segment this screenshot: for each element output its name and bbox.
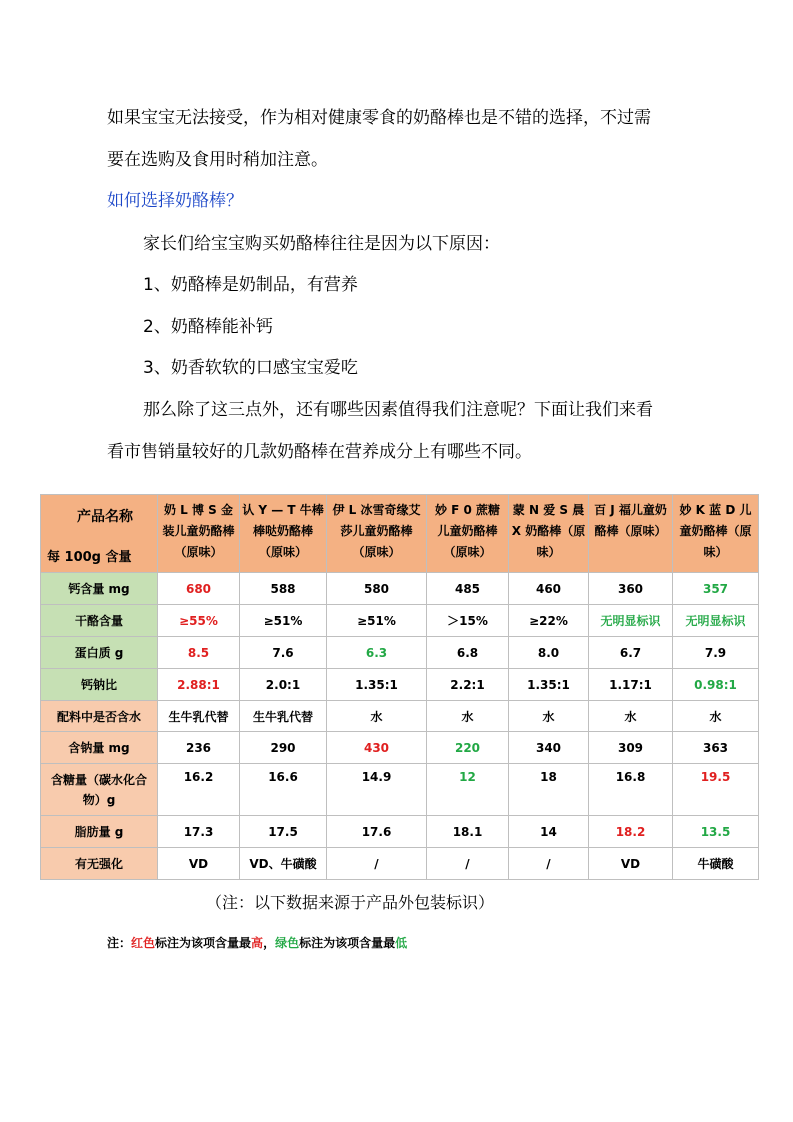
column-header: 认 Y — T 牛棒棒哒奶酪棒（原味） [240,495,327,573]
table-cell: 17.5 [240,816,327,848]
table-cell: VD、牛磺酸 [240,848,327,880]
table-cell: / [427,848,509,880]
table-cell: / [509,848,589,880]
table-cell: 460 [509,573,589,605]
table-cell: 19.5 [673,764,759,816]
table-cell: VD [158,848,240,880]
table-cell: 1.35:1 [509,669,589,701]
table-cell: 360 [589,573,673,605]
table-cell: 17.6 [327,816,427,848]
paragraph-line: 要在选购及食用时稍加注意。 [107,150,328,170]
table-cell: 1.17:1 [589,669,673,701]
row-label: 有无强化 [41,848,158,880]
color-legend-note [107,934,407,951]
table-cell: 588 [240,573,327,605]
list-item: 1、奶酪棒是奶制品，有营养 [143,275,358,295]
row-label: 配料中是否含水 [41,701,158,732]
paragraph-line: 如果宝宝无法接受，作为相对健康零食的奶酪棒也是不错的选择，不过需 [107,108,651,128]
corner-product-label: 产品名称 [77,509,133,525]
table-cell: 6.7 [589,637,673,669]
column-header: 百 J 福儿童奶酪棒（原味） [589,495,673,573]
table-cell: / [327,848,427,880]
table-cell: 牛磺酸 [673,848,759,880]
table-header-row [41,495,759,573]
table-corner-cell [41,495,158,573]
legend-text: 标注为该项含量最 [299,936,396,950]
data-source-note: （注：以下数据来源于产品外包装标识） [205,893,494,912]
table-cell: 18.1 [427,816,509,848]
table-row [41,732,759,764]
row-label: 含钠量 mg [41,732,158,764]
table-cell: 14.9 [327,764,427,816]
table-cell: 14 [509,816,589,848]
row-label: 脂肪量 g [41,816,158,848]
table-cell: 309 [589,732,673,764]
table-row [41,605,759,637]
list-item: 2、奶酪棒能补钙 [143,317,273,337]
table-cell: 13.5 [673,816,759,848]
legend-low-word: 低 [395,936,408,950]
table-cell: 220 [427,732,509,764]
legend-comma: ， [263,936,276,950]
table-cell: 8.5 [158,637,240,669]
table-cell: 2.2:1 [427,669,509,701]
row-label: 钙含量 mg [41,573,158,605]
table-cell: 485 [427,573,509,605]
paragraph-line: 那么除了这三点外，还有哪些因素值得我们注意呢？下面让我们来看 [143,400,653,420]
table-row [41,573,759,605]
table-row [41,637,759,669]
table-cell: 16.8 [589,764,673,816]
table-cell: 6.8 [427,637,509,669]
table-row [41,669,759,701]
table-cell: 16.2 [158,764,240,816]
table-cell: ≥51% [327,605,427,637]
table-cell: 水 [427,701,509,732]
table-cell: 340 [509,732,589,764]
legend-prefix: 注： [107,936,132,950]
column-header: 妙 F 0 蔗糖儿童奶酪棒（原味） [427,495,509,573]
corner-unit-label: 每 100g 含量 [47,550,132,565]
table-cell: 18.2 [589,816,673,848]
table-cell: 2.88:1 [158,669,240,701]
table-cell: 生牛乳代替 [240,701,327,732]
table-cell: 水 [509,701,589,732]
table-cell: 无明显标识 [589,605,673,637]
table-cell: 430 [327,732,427,764]
table-row [41,848,759,880]
legend-text: 标注为该项含量最 [155,936,252,950]
table-cell: 357 [673,573,759,605]
row-label: 钙钠比 [41,669,158,701]
table-cell: 7.9 [673,637,759,669]
table-cell: 680 [158,573,240,605]
row-label: 蛋白质 g [41,637,158,669]
table-cell: ≥55% [158,605,240,637]
table-cell: 18 [509,764,589,816]
table-row [41,816,759,848]
row-label: 含糖量（碳水化合物）g [41,764,158,816]
table-cell: 无明显标识 [673,605,759,637]
paragraph-line: 看市售销量较好的几款奶酪棒在营养成分上有哪些不同。 [107,442,532,462]
table-cell: 580 [327,573,427,605]
table-cell: 0.98:1 [673,669,759,701]
table-cell: ＞15% [427,605,509,637]
column-header: 蒙 N 爱 S 晨 X 奶酪棒（原味） [509,495,589,573]
table-row [41,701,759,732]
column-header: 妙 K 蓝 D 儿童奶酪棒（原味） [673,495,759,573]
table-cell: 7.6 [240,637,327,669]
table-cell: 290 [240,732,327,764]
paragraph-line: 家长们给宝宝购买奶酪棒往往是因为以下原因： [143,234,500,254]
table-cell: 363 [673,732,759,764]
table-cell: 1.35:1 [327,669,427,701]
table-cell: ≥22% [509,605,589,637]
table-cell: 水 [589,701,673,732]
table-cell: 8.0 [509,637,589,669]
table-cell: 6.3 [327,637,427,669]
table-cell: 生牛乳代替 [158,701,240,732]
table-cell: ≥51% [240,605,327,637]
table-cell: 16.6 [240,764,327,816]
legend-green-word: 绿色 [275,936,300,950]
table-cell: 236 [158,732,240,764]
column-header: 奶 L 博 S 金装儿童奶酪棒（原味） [158,495,240,573]
table-cell: VD [589,848,673,880]
section-heading: 如何选择奶酪棒？ [107,191,243,211]
table-row [41,764,759,816]
legend-high-word: 高 [251,936,264,950]
table-cell: 12 [427,764,509,816]
column-header: 伊 L 冰雪奇缘艾莎儿童奶酪棒（原味） [327,495,427,573]
nutrition-comparison-table [40,494,759,880]
table-cell: 水 [673,701,759,732]
legend-red-word: 红色 [131,936,156,950]
table-cell: 17.3 [158,816,240,848]
list-item: 3、奶香软软的口感宝宝爱吃 [143,358,358,378]
row-label: 干酪含量 [41,605,158,637]
table-cell: 2.0:1 [240,669,327,701]
table-cell: 水 [327,701,427,732]
